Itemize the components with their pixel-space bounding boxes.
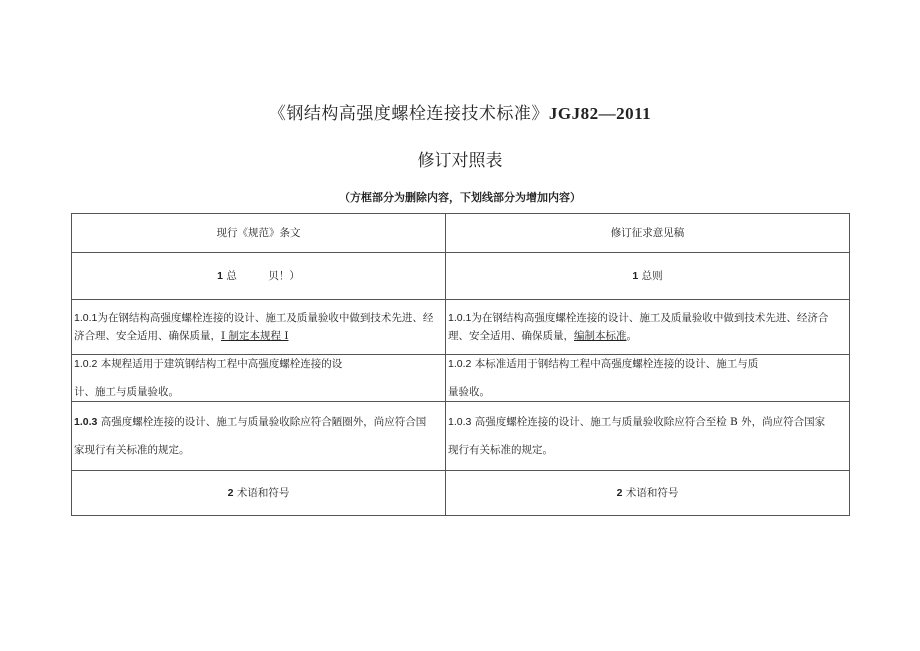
clause-101-current-cell	[72, 300, 446, 355]
chapter-title: 总 贝！）	[226, 270, 300, 282]
table-row	[72, 300, 850, 355]
clause-text-line1: 高强度螺栓连接的设计、施工与质量验收除应符合陋圈外，尚应符合国	[100, 416, 427, 428]
clause-101-revised-cell	[446, 300, 850, 355]
chapter2-current-cell	[72, 471, 446, 516]
clause-text-line2: 现行有关标准的规定。	[448, 444, 553, 456]
clause-number: 1.0.1	[74, 312, 98, 324]
clause-end: 。	[626, 330, 637, 342]
chapter1-revised-cell	[446, 253, 850, 300]
title-text: 《钢结构高强度螺栓连接技术标准》	[268, 104, 549, 124]
clause-text-line2: 计、施工与质量验收。	[74, 386, 179, 398]
comparison-table	[71, 213, 850, 516]
header-current-clause: 现行《规范》条文	[72, 214, 446, 253]
chapter-number: 1	[217, 270, 223, 282]
table-header-row	[72, 214, 850, 253]
clause-number: 1.0.2	[74, 358, 98, 370]
table-row	[72, 253, 850, 300]
standard-code: JGJ82—2011	[548, 104, 652, 123]
clause-text-line1: 本规程适用于建筑钢结构工程中高强度螺栓连接的设	[100, 358, 343, 370]
table-row	[72, 471, 850, 516]
clause-number: 1.0.2	[448, 358, 472, 370]
clause-number: 1.0.3	[74, 416, 98, 428]
chapter1-current-cell	[72, 253, 446, 300]
clause-text-line2: 家现行有关标准的规定。	[74, 444, 190, 456]
clause-text-line1: 本标准适用于钢结构工程中高强度螺栓连接的设计、施工与质	[474, 358, 759, 370]
chapter-title: 术语和符号	[236, 487, 290, 499]
document-title	[0, 99, 920, 124]
chapter2-revised-cell	[446, 471, 850, 516]
table-row	[72, 355, 850, 402]
clause-text: 为在钢结构高强度螺栓连接的设计、施工及质量验收中做到技术先进、经济合理、安全适用、确保质量，	[74, 312, 434, 342]
clause-text: 为在钢结构高强度螺栓连接的设计、施工及质量验收中做到技术先进、经济合理、安全适用、确保质量，	[448, 312, 829, 342]
clause-103-revised-cell	[446, 402, 850, 471]
clause-text-line1: 高强度螺栓连接的设计、施工与质量验收除应符合至检 B 外，尚应符合国家	[474, 416, 826, 428]
chapter-number: 2	[227, 487, 234, 499]
header-revised-draft: 修订征求意见稿	[446, 214, 850, 253]
clause-103-current-cell	[72, 402, 446, 471]
deleted-text: I 制定本规程 I	[221, 330, 289, 342]
clause-102-revised-cell	[446, 355, 850, 402]
clause-number: 1.0.3	[448, 416, 472, 428]
clause-text-line2: 量验收。	[448, 386, 490, 398]
chapter-title: 术语和符号	[625, 487, 679, 499]
chapter-number: 1	[632, 270, 639, 282]
legend-note: （方框部分为删除内容，下划线部分为增加内容）	[339, 191, 581, 204]
added-text: 编制本标准	[574, 330, 627, 342]
document-subtitle: 修订对照表	[417, 151, 503, 171]
clause-number: 1.0.1	[448, 312, 472, 324]
chapter-number: 2	[616, 487, 623, 499]
table-row	[72, 402, 850, 471]
clause-102-current-cell	[72, 355, 446, 402]
chapter-title: 总则	[641, 270, 663, 282]
